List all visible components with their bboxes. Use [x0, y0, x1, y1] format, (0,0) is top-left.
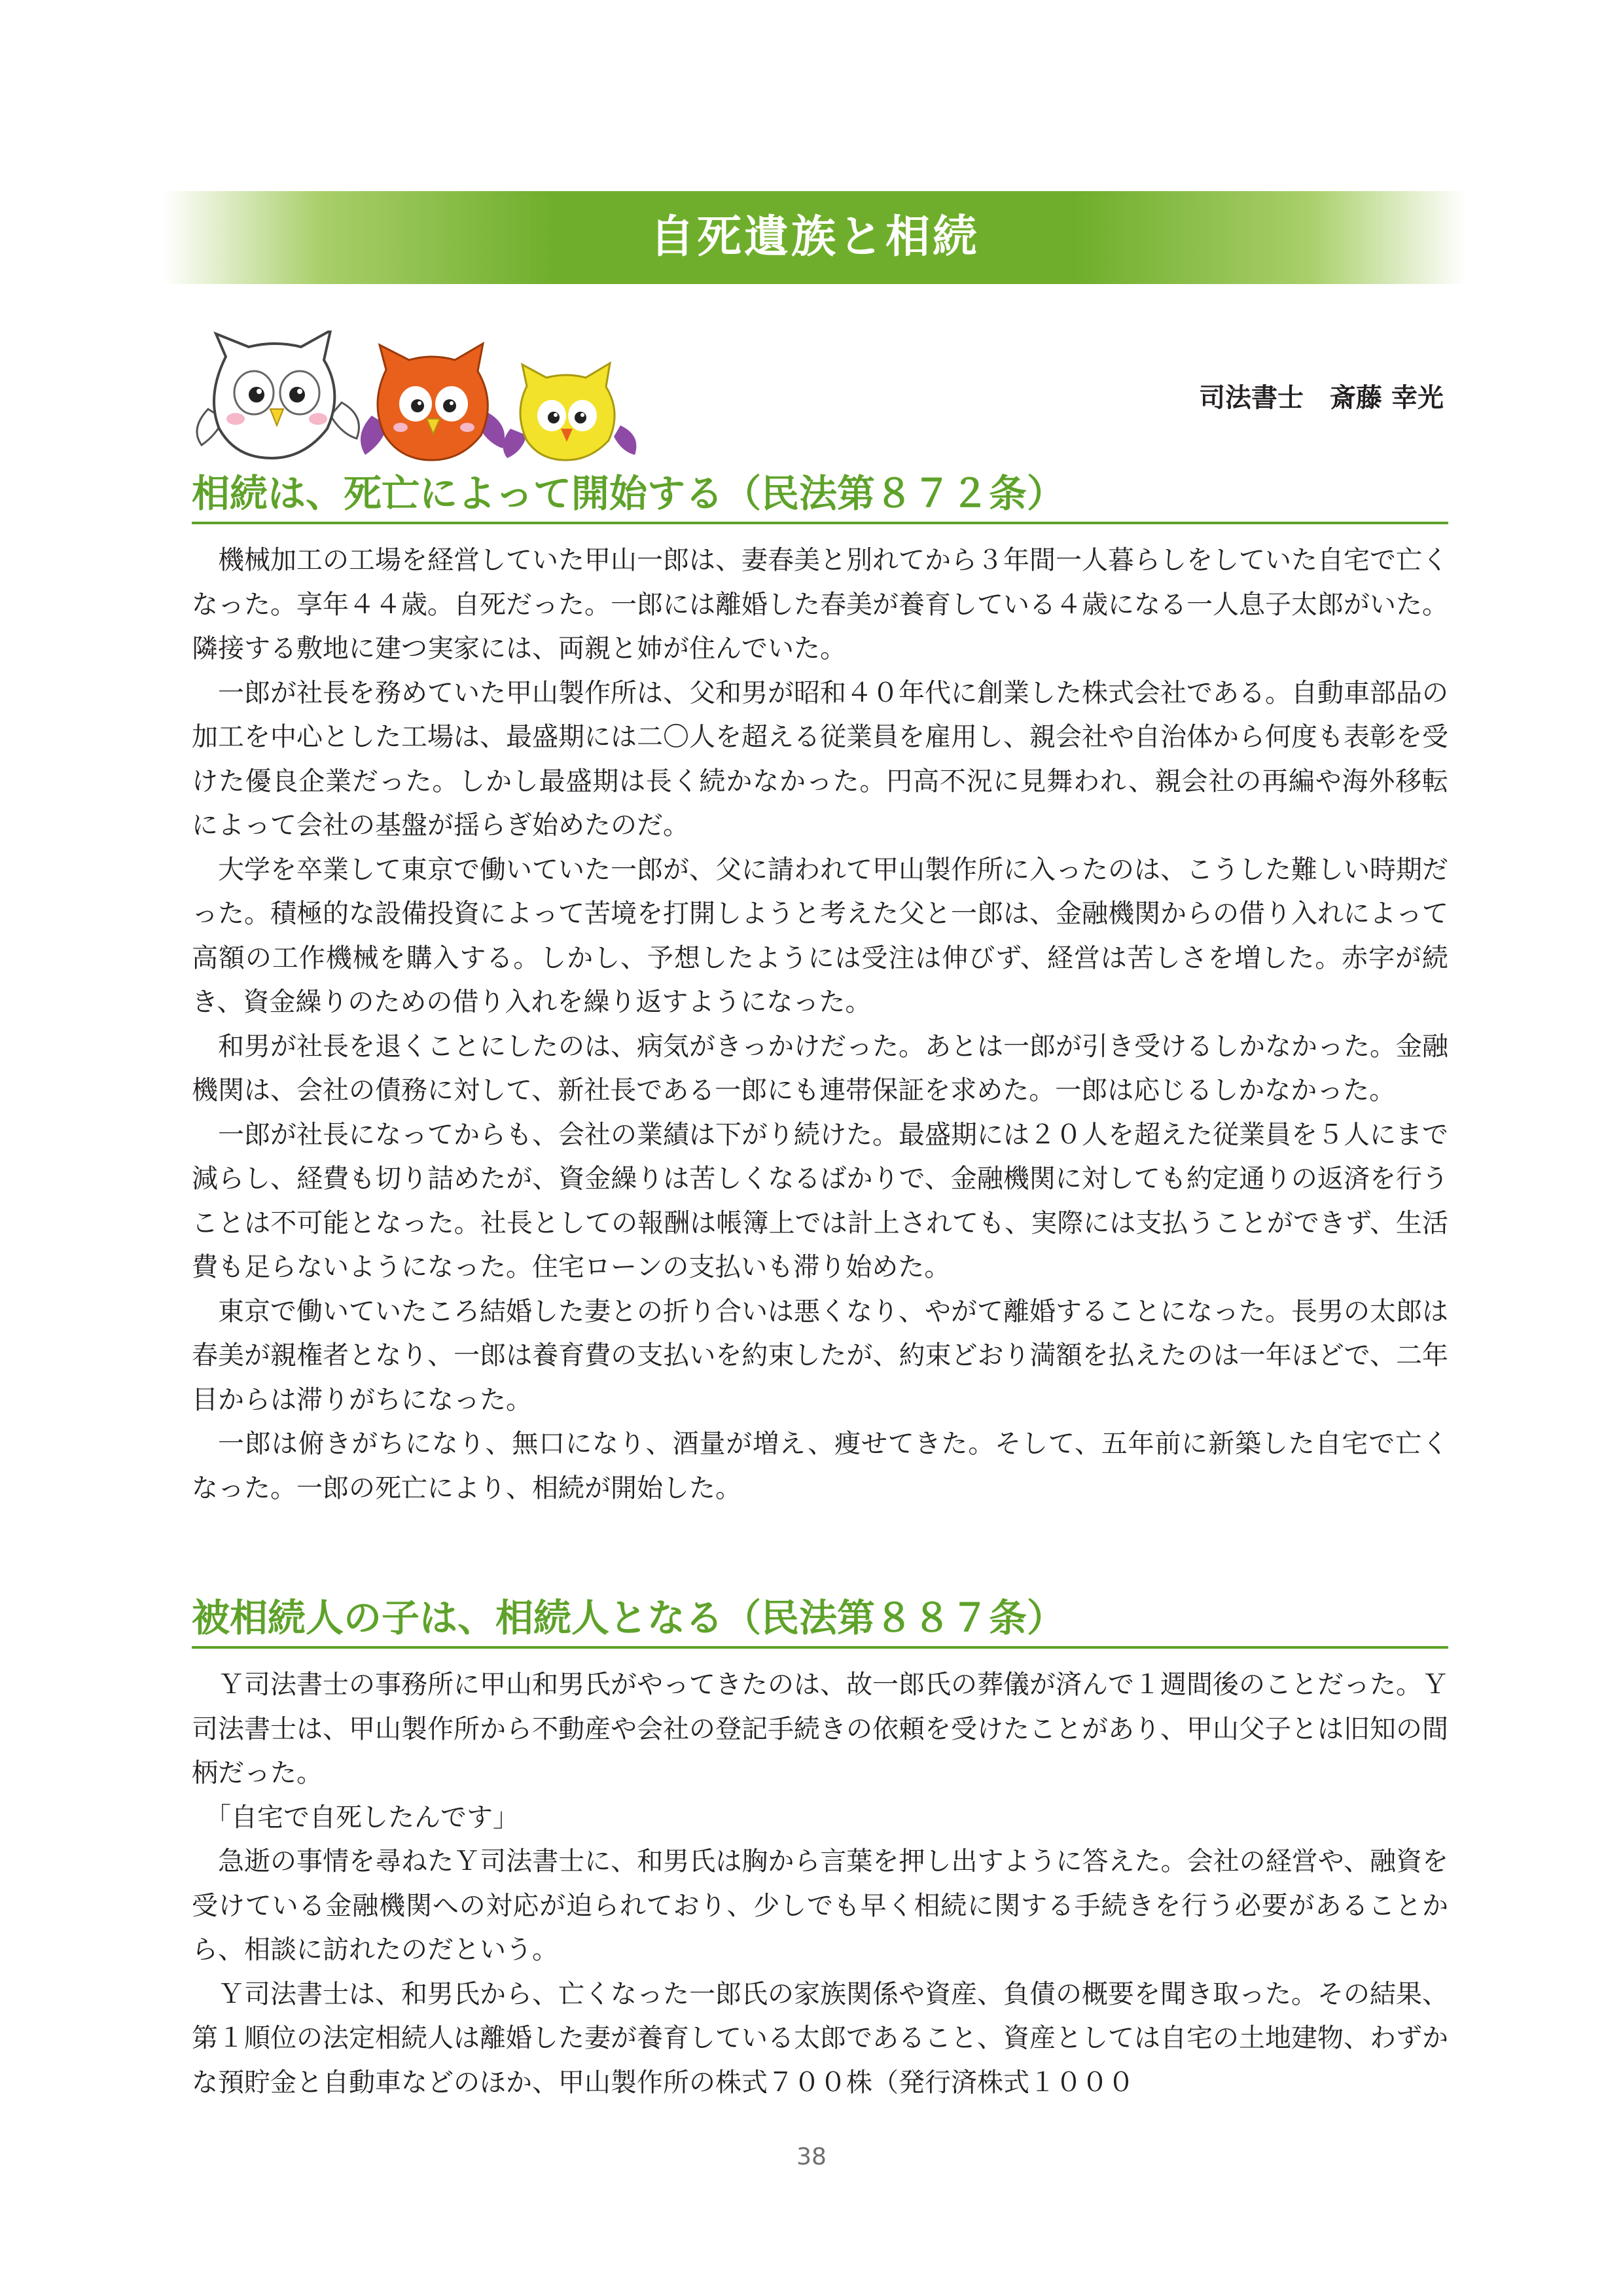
body-paragraph: Ｙ司法書士の事務所に甲山和男氏がやってきたのは、故一郎氏の葬儀が済んで１週間後のことだった。Ｙ司法書士は、甲山製作所から不動産や会社の登記手続きの依頼を受けたことがあり、甲山父子とは旧知の間柄だった。: [192, 1670, 1448, 1788]
white-owl-icon: [197, 331, 359, 458]
body-paragraph: Ｙ司法書士は、和男氏から、亡くなった一郎氏の家族関係や資産、負債の概要を聞き取った。その結果、第１順位の法定相続人は離婚した妻が養育している太郎であること、資産としては自宅の土地建物、わずかな預貯金と自動車などのほか、甲山製作所の株式７００株（発行済株式１０００: [192, 1979, 1448, 2098]
quote-paragraph: 「自宅で自死したんです」: [205, 1802, 519, 1833]
body-paragraph: 大学を卒業して東京で働いていた一郎が、父に請われて甲山製作所に入ったのは、こうした難しい時期だった。積極的な設備投資によって苦境を打開しようと考えた父と一郎は、金融機関からの借り入れによって高額の工作機械を購入する。しかし、予想したようには受注は伸びず、経営は苦しさを増した。赤字が続き、資金繰りのための借り入れを繰り返すようになった。: [192, 854, 1448, 1017]
page-title: 自死遺族と相続: [649, 211, 980, 263]
section-body: [192, 539, 1448, 1511]
yellow-owl-icon: [503, 363, 637, 460]
body-paragraph: 一郎は俯きがちになり、無口になり、酒量が増え、痩せてきた。そして、五年前に新築した自宅で亡くなった。一郎の死亡により、相続が開始した。: [192, 1429, 1448, 1503]
title-banner: [164, 191, 1466, 284]
body-paragraph: 急逝の事情を尋ねたＹ司法書士に、和男氏は胸から言葉を押し出すように答えた。会社の経営や、融資を受けている金融機関への対応が迫られており、少しでも早く相続に関する手続きを行う必要があることから、相談に訪れたのだという。: [192, 1846, 1448, 1965]
page-number: 38: [796, 2144, 827, 2170]
section-heading: 相続は、死亡によって開始する（民法第８７２条）: [192, 463, 1448, 524]
orange-owl-icon: [361, 344, 505, 460]
section-heading: 被相続人の子は、相続人となる（民法第８８７条）: [192, 1587, 1448, 1649]
body-paragraph: 和男が社長を退くことにしたのは、病気がきっかけだった。あとは一郎が引き受けるしかなかった。金融機関は、会社の債務に対して、新社長である一郎にも連帯保証を求めた。一郎は応じるしかなかった。: [192, 1031, 1448, 1105]
body-paragraph: 機械加工の工場を経営していた甲山一郎は、妻春美と別れてから３年間一人暮らしをしていた自宅で亡くなった。享年４４歳。自死だった。一郎には離婚した春美が養育している４歳になる一人息子太郎がいた。隣接する敷地に建つ実家には、両親と姉が住んでいた。: [192, 545, 1448, 664]
section-body: [192, 1663, 1448, 2105]
author-name: 司法書士 斎藤 幸光: [1199, 383, 1444, 413]
body-paragraph: 東京で働いていたころ結婚した妻との折り合いは悪くなり、やがて離婚することになった。長男の太郎は春美が親権者となり、一郎は養育費の支払いを約束したが、約束どおり満額を払えたのは一年ほどで、二年目からは滞りがちになった。: [192, 1296, 1448, 1415]
body-paragraph: 一郎が社長を務めていた甲山製作所は、父和男が昭和４０年代に創業した株式会社である。自動車部品の加工を中心とした工場は、最盛期には二〇人を超える従業員を雇用し、親会社や自治体から何度も表彰を受けた優良企業だった。しかし最盛期は長く続かなかった。円高不況に見舞われ、親会社の再編や海外移転によって会社の基盤が揺らぎ始めたのだ。: [192, 677, 1448, 840]
body-paragraph: 一郎が社長になってからも、会社の業績は下がり続けた。最盛期には２０人を超えた従業員を５人にまで減らし、経費も切り詰めたが、資金繰りは苦しくなるばかりで、金融機関に対しても約定通りの返済を行うことは不可能となった。社長としての報酬は帳簿上では計上されても、実際には支払うことができず、生活費も足らないようになった。住宅ローンの支払いも滞り始めた。: [192, 1119, 1448, 1282]
owl-illustration: [190, 331, 641, 461]
